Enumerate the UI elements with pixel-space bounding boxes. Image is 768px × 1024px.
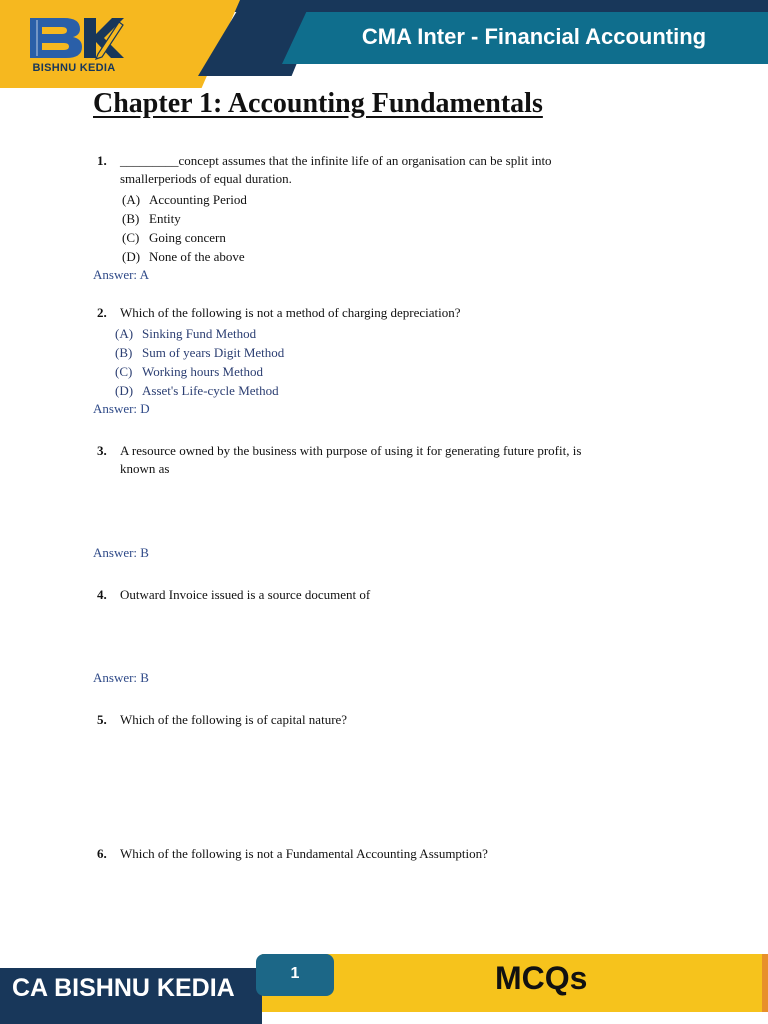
question-number: 6. xyxy=(97,846,107,861)
answer-text: Answer: B xyxy=(93,545,149,560)
option-b xyxy=(122,209,613,228)
option-text: Going concern xyxy=(149,230,226,245)
question-text: Outward Invoice issued is a source document of xyxy=(120,587,371,602)
chapter-title: Chapter 1: Accounting Fundamentals xyxy=(93,88,543,119)
question-text: Which of the following is not a method of charging depreciation? xyxy=(120,305,461,320)
option-text: Sinking Fund Method xyxy=(142,326,257,341)
footer-orange-edge xyxy=(762,954,768,1012)
options-list xyxy=(93,324,613,400)
header-title: CMA Inter - Financial Accounting xyxy=(361,24,707,49)
option-label: (B) xyxy=(115,345,133,360)
option-text: Entity xyxy=(149,211,181,226)
question-1 xyxy=(93,152,613,284)
footer-author: CA BISHNU KEDIA xyxy=(12,974,235,1002)
question-text: Which of the following is of capital nature? xyxy=(120,712,348,727)
bishnu-kedia-logo xyxy=(22,14,126,76)
options-list xyxy=(93,190,613,266)
question-number: 2. xyxy=(97,305,107,320)
logo-text: BISHNU KEDIA xyxy=(32,62,116,74)
question-text: A resource owned by the business with purpose of using it for generating future profit, is known as xyxy=(120,443,582,476)
question-number: 4. xyxy=(97,587,107,602)
option-label: (B) xyxy=(122,211,140,226)
option-d xyxy=(122,247,613,266)
answer-text: Answer: B xyxy=(93,670,149,685)
option-label: (C) xyxy=(115,364,133,379)
answer-text: Answer: D xyxy=(93,401,150,416)
option-c xyxy=(115,362,613,381)
option-label: (D) xyxy=(122,249,141,264)
question-text: _________concept assumes that the infinite life of an organisation can be split into smallerperiods of equal duration. xyxy=(120,153,552,186)
question-2 xyxy=(93,304,613,418)
option-c xyxy=(122,228,613,247)
option-label: (D) xyxy=(115,383,134,398)
footer-section-label: MCQs xyxy=(495,960,588,996)
question-6 xyxy=(93,845,613,863)
question-4 xyxy=(93,586,613,604)
page-header xyxy=(0,0,768,88)
option-a xyxy=(122,190,613,209)
option-text: Working hours Method xyxy=(142,364,263,379)
option-b xyxy=(115,343,613,362)
option-label: (C) xyxy=(122,230,140,245)
option-d xyxy=(115,381,613,400)
question-text: Which of the following is not a Fundamental Accounting Assumption? xyxy=(120,846,488,861)
option-a xyxy=(115,324,613,343)
option-text: Asset's Life-cycle Method xyxy=(142,383,279,398)
question-number: 3. xyxy=(97,443,107,458)
option-text: Sum of years Digit Method xyxy=(142,345,285,360)
option-text: Accounting Period xyxy=(149,192,247,207)
answer-text: Answer: A xyxy=(93,267,149,282)
question-number: 5. xyxy=(97,712,107,727)
bk-logo-icon xyxy=(24,14,124,60)
option-label: (A) xyxy=(122,192,141,207)
page-number-badge: 1 xyxy=(256,954,334,996)
page-footer xyxy=(0,954,768,1024)
option-label: (A) xyxy=(115,326,134,341)
question-5 xyxy=(93,711,613,729)
option-text: None of the above xyxy=(149,249,245,264)
question-number: 1. xyxy=(97,153,107,168)
question-3 xyxy=(93,442,613,478)
